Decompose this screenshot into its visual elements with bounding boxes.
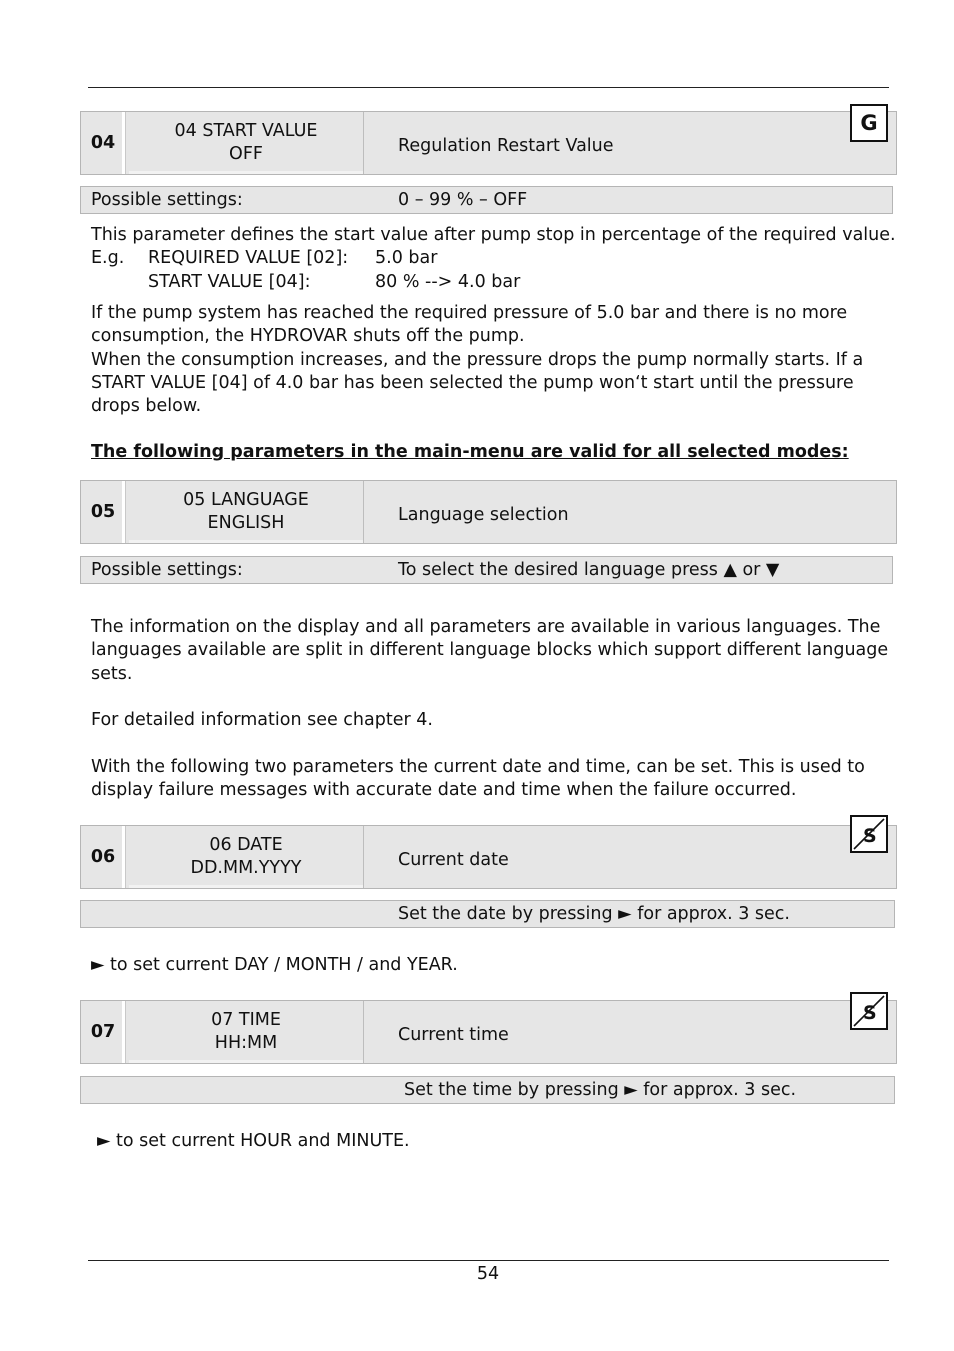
header-rule bbox=[88, 87, 889, 88]
service-badge-letter: S bbox=[863, 1002, 877, 1024]
language-paragraph bbox=[91, 616, 888, 686]
param-06-note: ► to set current DAY / MONTH / and YEAR. bbox=[91, 955, 458, 975]
language-line: languages available are split in different language blocks which support different language bbox=[91, 640, 889, 661]
example-label: E.g. bbox=[91, 248, 125, 268]
param-07-table bbox=[80, 1000, 897, 1064]
page-number: 54 bbox=[476, 1264, 500, 1284]
param-04-display-line2: OFF bbox=[229, 144, 263, 164]
param-05-display bbox=[129, 481, 364, 543]
param-04-intro: This parameter defines the start value after pump stop in percentage of the required value. bbox=[91, 225, 896, 245]
param-07-note: ► to set current HOUR and MINUTE. bbox=[97, 1131, 410, 1151]
g-badge: G bbox=[850, 104, 888, 142]
example-row1-value: 5.0 bar bbox=[375, 248, 438, 268]
param-04-number: 04 bbox=[81, 112, 126, 174]
language-line: sets. bbox=[91, 663, 133, 684]
param-05-description: Language selection bbox=[398, 505, 569, 525]
param-07-number: 07 bbox=[81, 1001, 126, 1063]
param-04-settings-bar bbox=[80, 186, 893, 214]
param-05-settings-bar bbox=[80, 556, 893, 584]
param-07-display-line1: 07 TIME bbox=[211, 1010, 281, 1030]
param-07-description: Current time bbox=[398, 1025, 509, 1045]
section-heading: The following parameters in the main-menu are valid for all selected modes: bbox=[91, 442, 849, 462]
param-07-settings-bar bbox=[80, 1076, 895, 1104]
param-04-description: Regulation Restart Value bbox=[398, 136, 614, 156]
param-06-number: 06 bbox=[81, 826, 126, 888]
body-line: START VALUE [04] of 4.0 bar has been selected the pump won‘t start until the pressure bbox=[91, 372, 854, 393]
param-04-display bbox=[129, 112, 364, 174]
param-05-display-line1: 05 LANGUAGE bbox=[183, 490, 309, 510]
param-05-table bbox=[80, 480, 897, 544]
param-04-settings-label: Possible settings: bbox=[91, 190, 243, 210]
datetime-paragraph bbox=[91, 756, 865, 803]
param-06-settings-bar bbox=[80, 900, 895, 928]
param-04-table bbox=[80, 111, 897, 175]
datetime-line: With the following two parameters the current date and time, can be set. This is used to bbox=[91, 757, 865, 777]
body-line: drops below. bbox=[91, 396, 202, 417]
param-04-body bbox=[91, 302, 863, 418]
body-line: consumption, the HYDROVAR shuts off the pump. bbox=[91, 326, 525, 347]
body-line: When the consumption increases, and the pressure drops the pump normally starts. If a bbox=[91, 349, 864, 370]
service-badge-icon bbox=[850, 992, 888, 1030]
param-04-settings-value: 0 – 99 % – OFF bbox=[398, 190, 528, 210]
param-06-display bbox=[129, 826, 364, 888]
service-badge-icon bbox=[850, 815, 888, 853]
param-07-display bbox=[129, 1001, 364, 1063]
example-row1-label: REQUIRED VALUE [02]: bbox=[148, 248, 349, 268]
param-05-settings-value: To select the desired language press ▲ or ▼ bbox=[398, 560, 780, 580]
example-row2-label: START VALUE [04]: bbox=[148, 272, 311, 292]
param-05-settings-label: Possible settings: bbox=[91, 560, 243, 580]
footer-rule bbox=[88, 1260, 889, 1261]
param-05-number: 05 bbox=[81, 481, 126, 543]
param-06-table bbox=[80, 825, 897, 889]
param-07-settings-value: Set the time by pressing ► for approx. 3 sec. bbox=[404, 1080, 797, 1100]
chapter-reference: For detailed information see chapter 4. bbox=[91, 710, 433, 730]
param-06-description: Current date bbox=[398, 850, 509, 870]
param-06-display-line2: DD.MM.YYYY bbox=[190, 858, 302, 878]
datetime-line: display failure messages with accurate date and time when the failure occurred. bbox=[91, 780, 797, 801]
param-04-display-line1: 04 START VALUE bbox=[174, 121, 318, 141]
param-07-display-line2: HH:MM bbox=[214, 1033, 278, 1053]
service-badge-letter: S bbox=[863, 825, 877, 847]
example-row2-value: 80 % --> 4.0 bar bbox=[375, 272, 521, 292]
param-05-display-line2: ENGLISH bbox=[207, 513, 285, 533]
language-line: The information on the display and all parameters are available in various languages. The bbox=[91, 617, 881, 637]
param-06-settings-value: Set the date by pressing ► for approx. 3 sec. bbox=[398, 904, 790, 924]
body-line: If the pump system has reached the required pressure of 5.0 bar and there is no more bbox=[91, 303, 848, 323]
param-06-display-line1: 06 DATE bbox=[209, 835, 283, 855]
